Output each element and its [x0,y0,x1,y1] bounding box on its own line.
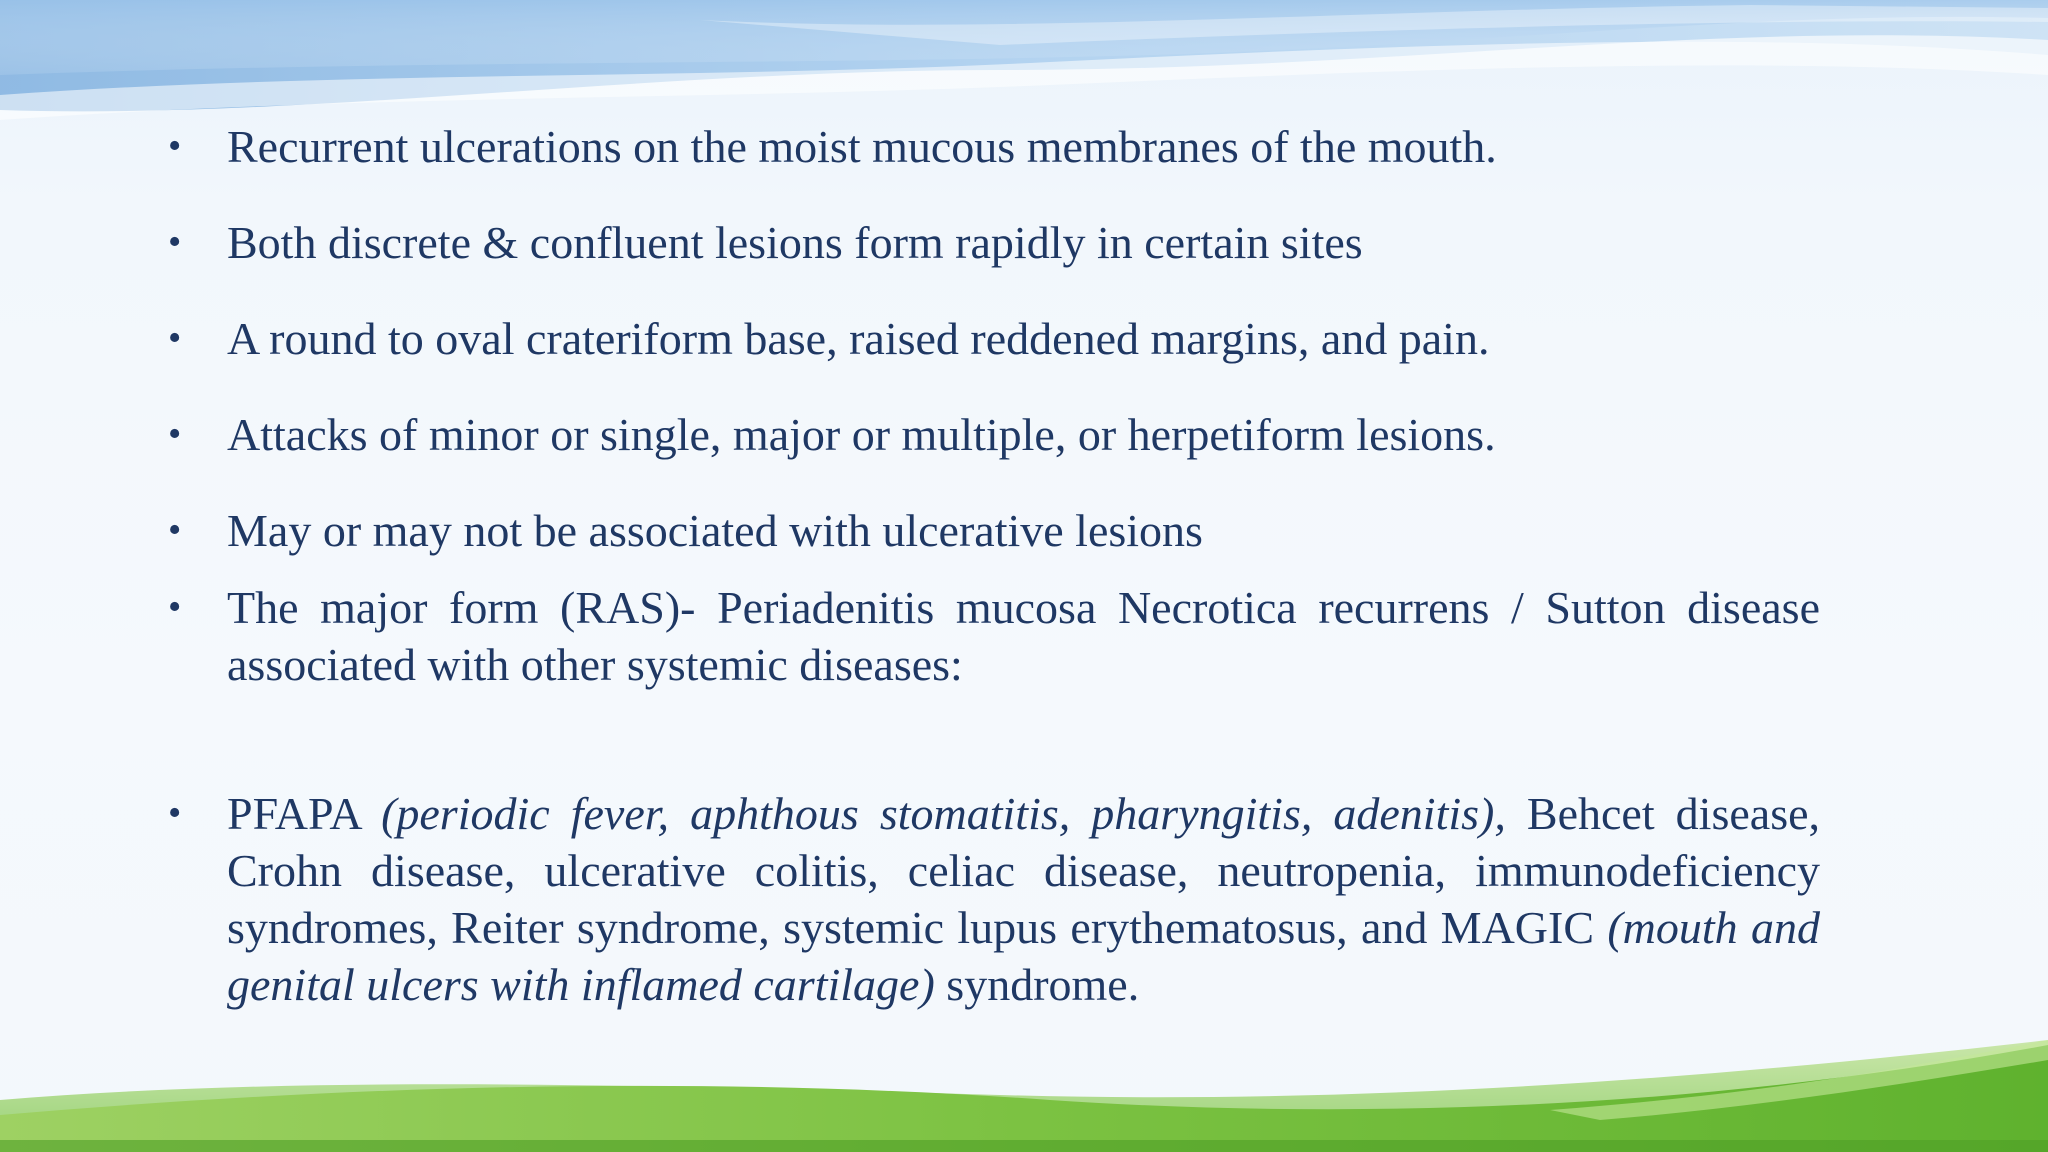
bullet-item-systemic-diseases [160,785,1820,1013]
bullet-text: A round to oval crateriform base, raised reddened margins, and pain. [227,313,1490,364]
bullet-glyph: • [168,586,182,628]
bullet-glyph: • [168,221,182,263]
bullet-text-italic: (mouth and genital ulcers with inflamed cartilage) [227,902,1820,1010]
bullet-text-part: Behcet disease, Crohn disease, ulcerative colitis, celiac disease, neutropenia, immunodeficiency syndromes, Reiter syndrome, systemic lupus erythematosus, and MAGIC [227,788,1821,953]
bullet-item [160,310,1820,367]
bullet-text-part: PFAPA [227,788,382,839]
grass-strip [0,1140,2048,1152]
bullet-item [160,502,1820,559]
bullet-item [160,118,1820,175]
bullet-text-part: syndrome. [934,959,1140,1010]
bullet-text: Attacks of minor or single, major or multiple, or herpetiform lesions. [227,409,1496,460]
bullet-glyph: • [168,317,182,359]
bullet-text: Recurrent ulcerations on the moist mucous membranes of the mouth. [227,121,1497,172]
bullet-text: Both discrete & confluent lesions form rapidly in certain sites [227,217,1363,268]
bullet-text-italic: (periodic fever, aphthous stomatitis, pharyngitis, adenitis), [381,788,1506,839]
bullet-glyph: • [168,125,182,167]
bullet-item [160,579,1820,693]
bullet-text: The major form (RAS)- Periadenitis mucosa Necrotica recurrens / Sutton disease associated with other systemic diseases: [227,582,1820,690]
bullet-list [160,118,1820,1013]
bullet-glyph: • [168,413,182,455]
bullet-text: May or may not be associated with ulcerative lesions [227,505,1203,556]
bullet-glyph: • [168,509,182,551]
bullet-item [160,406,1820,463]
bullet-item [160,214,1820,271]
bullet-glyph: • [168,792,182,834]
